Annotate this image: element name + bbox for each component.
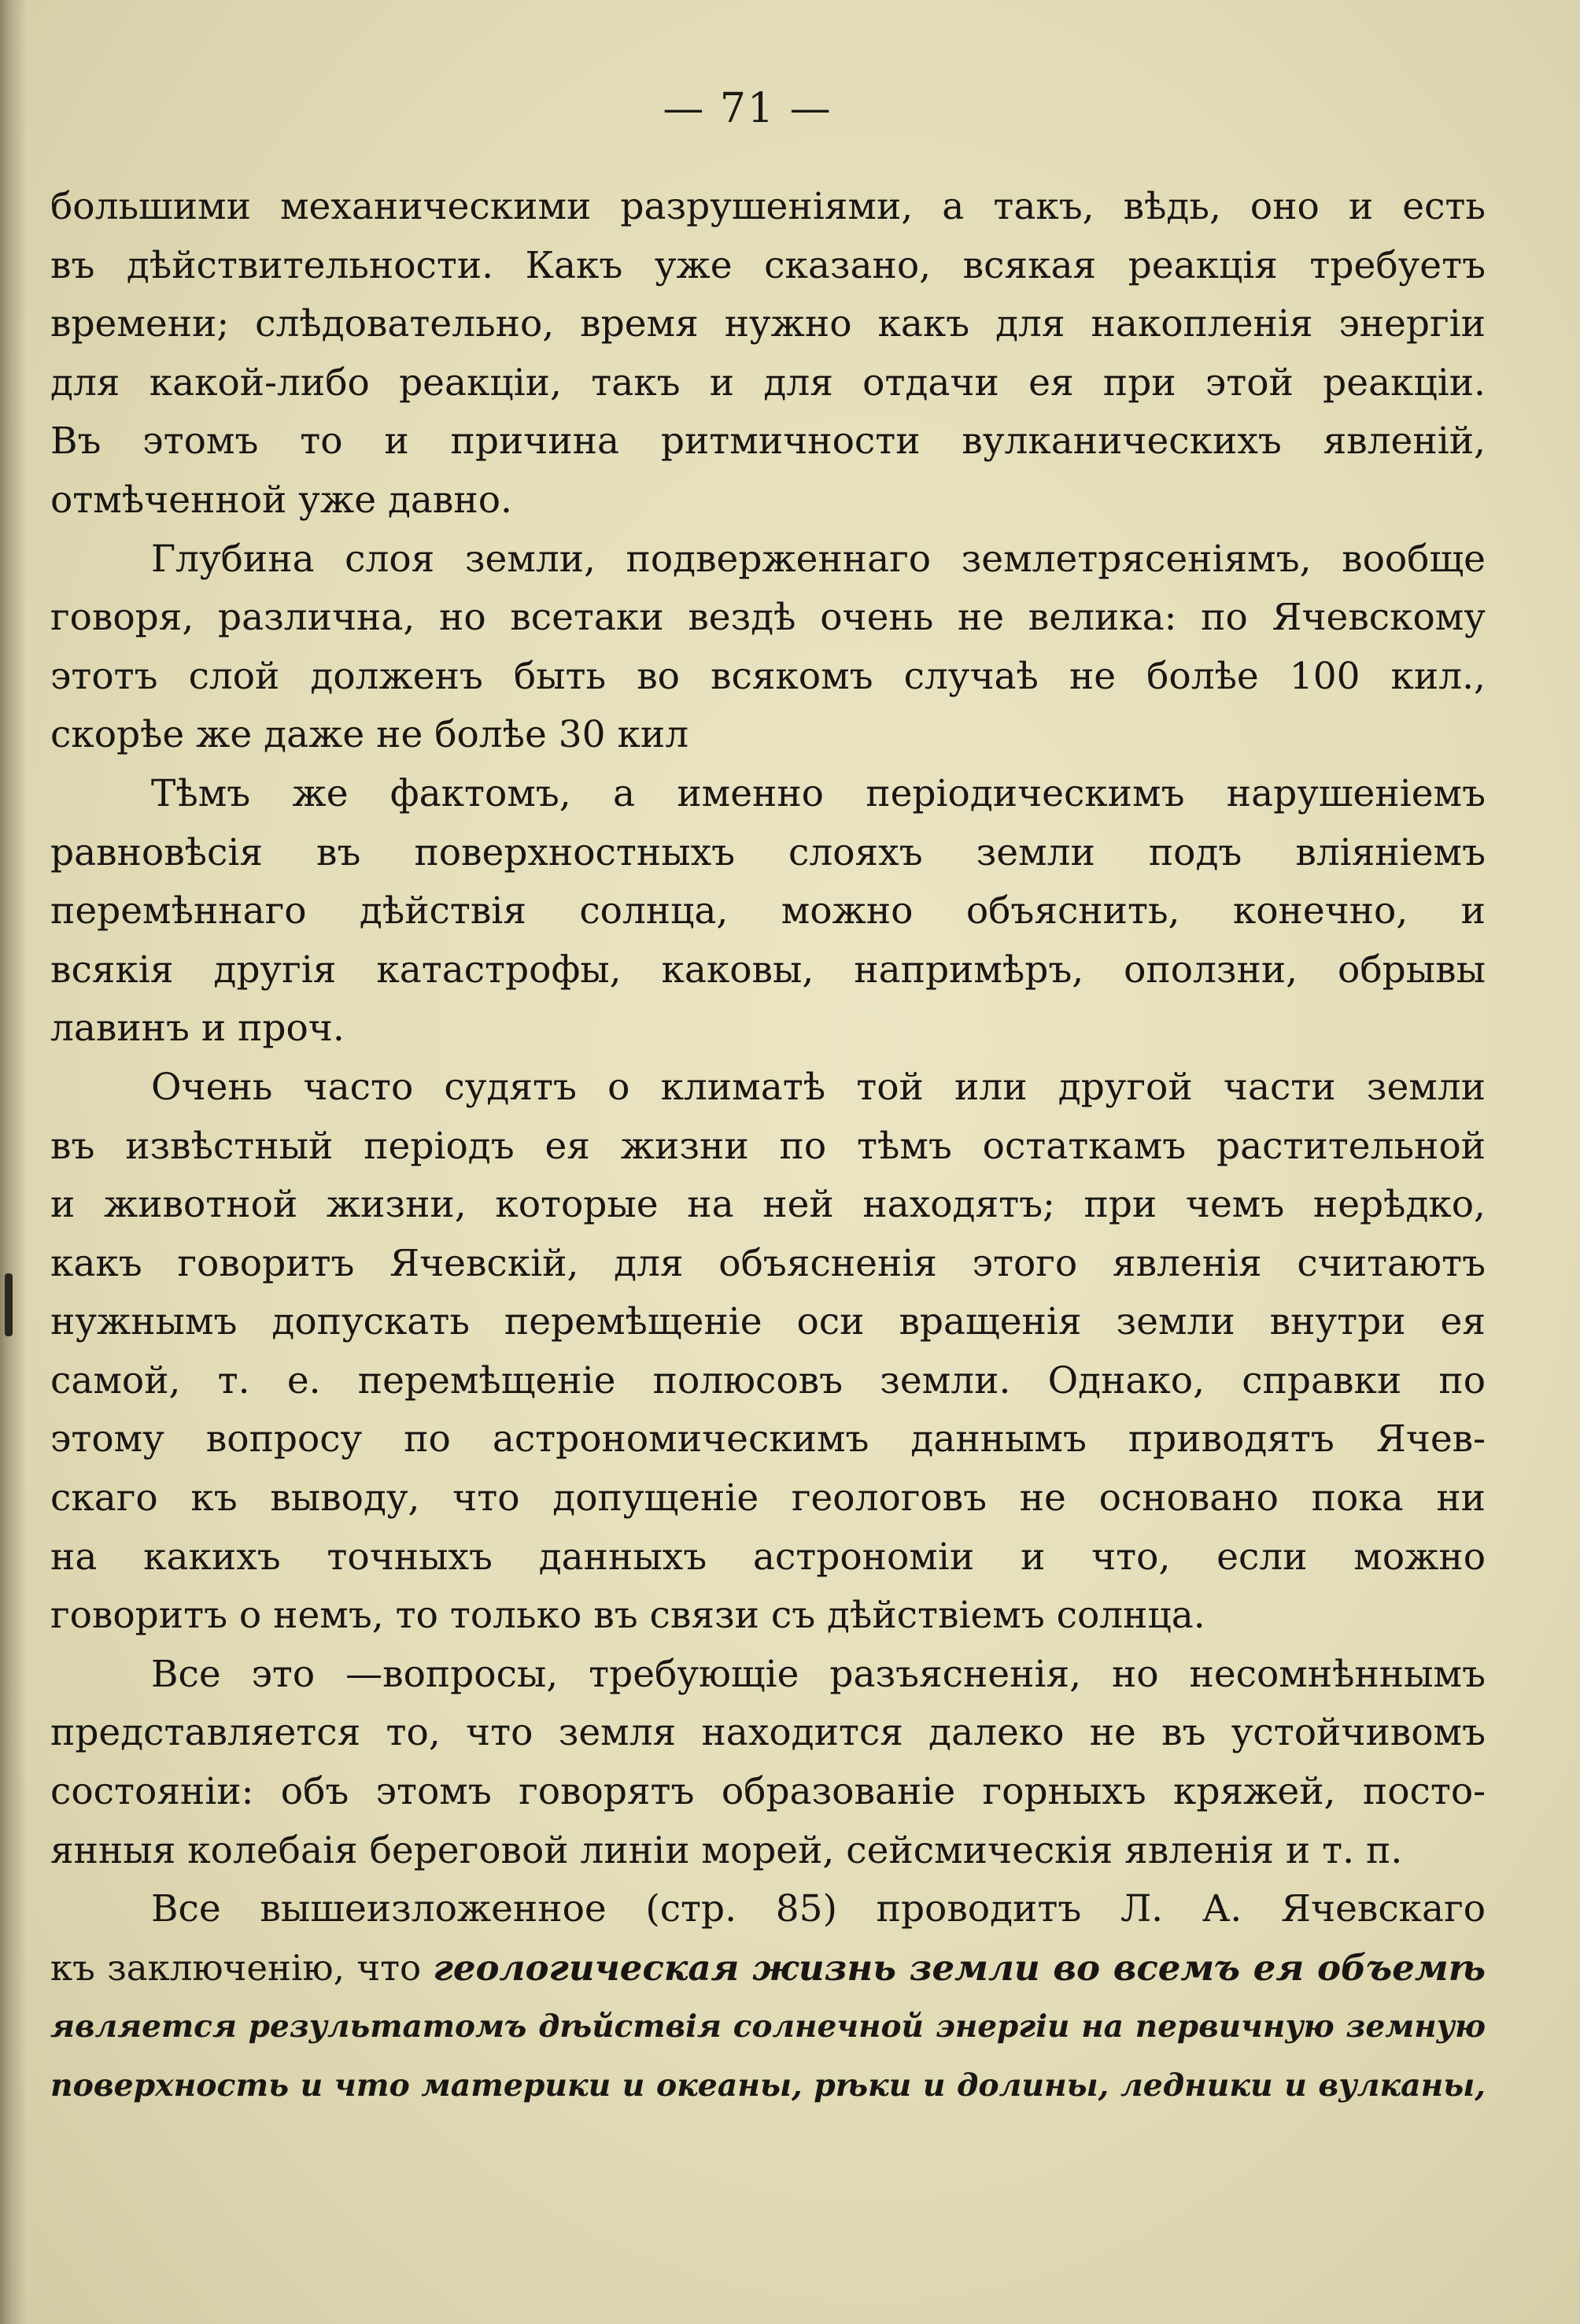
text-line: говоритъ о немъ, то только въ связи съ дѣйствіемъ солнца. [50,1594,1205,1638]
text-line: времени; слѣдовательно, время нужно какъ для накопленія энергіи [50,302,1486,346]
text-line: янныя колебаія береговой линіи морей, сейсмическія явленія и т. п. [50,1828,1403,1872]
text-line: какъ говоритъ Ячевскій, для объясненія этого явленія считаютъ [50,1241,1486,1285]
spine-shadow [0,0,27,2324]
text-line: говоря, различна, но всетаки вездѣ очень не велика: по Ячевскому [50,596,1486,640]
italic-text: является результатомъ дѣйствія солнечной энергіи на первичную земную [50,2008,1486,2045]
text-line: лавинъ и проч. [50,1007,345,1051]
text-line: представляется то, что земля находится далеко не въ устойчивомъ [50,1711,1486,1755]
body-text [50,178,1486,2115]
text-line: скаго къ выводу, что допущеніе геологовъ не основано пока ни [50,1476,1486,1520]
text-line: для какой-либо реакціи, такъ и для отдачи ея при этой реакціи. [50,360,1486,405]
text-line: самой, т. е. перемѣщеніе полюсовъ земли. Однако, справки по [50,1358,1486,1402]
text-line: Все это —вопросы, требующіе разъясненія, но несомнѣннымъ [151,1652,1486,1696]
text-line: Все вышеизложенное (стр. 85) проводитъ Л. А. Ячевскаго [151,1887,1486,1931]
text-line: въ извѣстный періодъ ея жизни по тѣмъ остаткамъ растительной [50,1124,1486,1168]
text-line [50,2056,1486,2115]
text-line [50,1997,1486,2056]
text-line: перемѣннаго дѣйствія солнца, можно объяснить, конечно, и [50,889,1486,933]
text-line: состояніи: объ этомъ говорятъ образованіе горныхъ кряжей, посто- [50,1770,1486,1814]
text-line: равновѣсія въ поверхностныхъ слояхъ земли подъ вліяніемъ [50,830,1486,874]
text-line: большими механическими разрушеніями, а такъ, вѣдь, оно и есть [50,185,1486,228]
text-line: Очень часто судятъ о климатѣ той или другой части земли [151,1065,1486,1109]
text-line: нужнымъ допускать перемѣщеніе оси вращенія земли внутри ея [50,1300,1486,1344]
text-line: въ дѣйствительности. Какъ уже сказано, всякая реакція требуетъ [50,243,1486,287]
text-line: отмѣченной уже давно. [50,478,512,522]
text-line: къ заключенію, что геологическая жизнь земли во всемъ ея объемѣ [50,1946,1486,1989]
text-line: Въ этомъ то и причина ритмичности вулканическихъ явленій, [50,419,1486,464]
text-line: и животной жизни, которые на ней находятъ; при чемъ нерѣдко, [50,1183,1486,1227]
text-line: этому вопросу по астрономическимъ даннымъ приводятъ Ячев- [50,1417,1486,1461]
text-line: скорѣе же даже не болѣе 30 кил [50,713,689,757]
page-number: — 71 — [663,85,832,132]
italic-text: поверхность и что материки и океаны, рѣки и долины, ледники и вулканы, [50,2067,1486,2104]
text-line: Тѣмъ же фактомъ, а именно періодическимъ нарушеніемъ [151,771,1486,815]
text-line: на какихъ точныхъ данныхъ астрономіи и что, если можно [50,1535,1486,1579]
margin-mark [5,1273,13,1336]
text-line: Глубина слоя земли, подверженнаго землетрясеніямъ, вообще [151,537,1486,581]
text-line: всякія другія катастрофы, каковы, напримѣръ, оползни, обрывы [50,948,1486,992]
italic-text: геологическая жизнь земли во всемъ ея объемѣ [433,1946,1486,1989]
text-line: этотъ слой долженъ быть во всякомъ случаѣ не болѣе 100 кил., [50,654,1486,698]
